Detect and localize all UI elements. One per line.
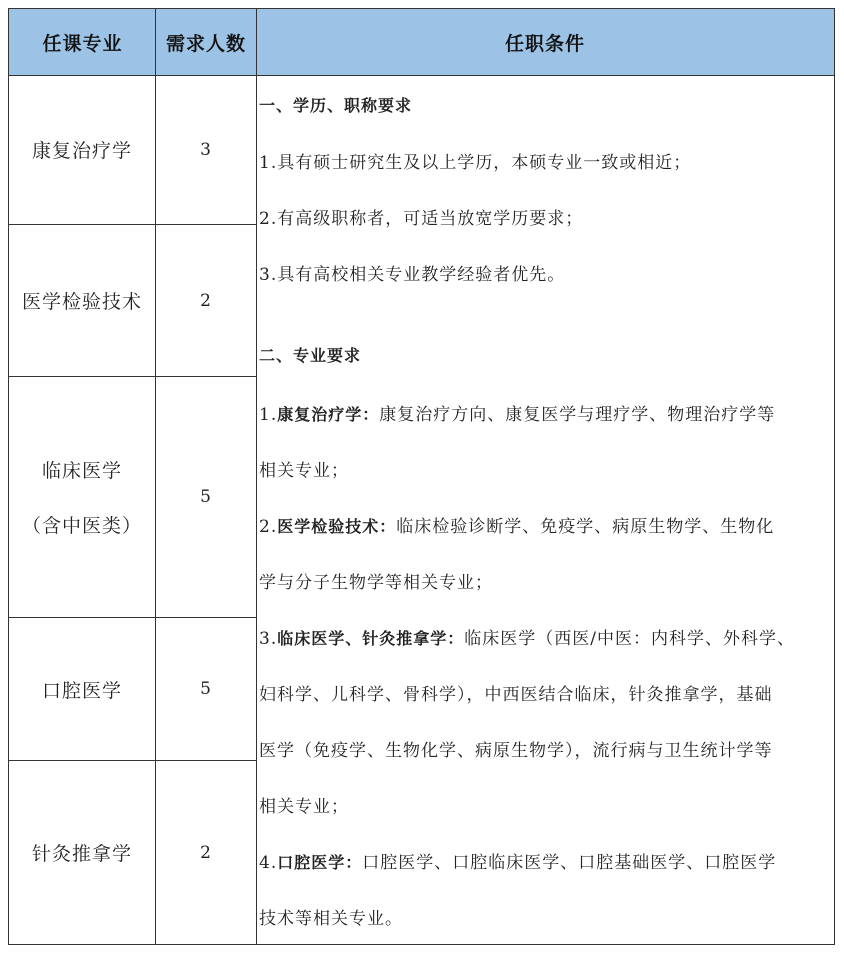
requirement-line	[259, 400, 775, 425]
count-cell	[156, 225, 256, 376]
item-label: 口腔医学	[277, 853, 346, 872]
requirement-line: 技术等相关专业。	[259, 909, 403, 929]
item-number: 2.	[259, 517, 278, 537]
section-title-education: 一、学历、职称要求	[259, 96, 413, 115]
item-text: 临床医学（西医/中医：内科学、外科学、	[464, 629, 795, 649]
header-conditions: 任职条件	[504, 32, 585, 55]
count-cell	[156, 377, 256, 617]
requirement-line	[259, 512, 774, 537]
table-row	[9, 618, 155, 760]
major-cell: 医学检验技术	[21, 291, 142, 313]
header-major: 任课专业	[42, 32, 123, 55]
count-value: 5	[200, 679, 212, 699]
count-value: 5	[200, 487, 212, 507]
item-colon: ：	[345, 853, 363, 872]
requirement-line: 相关专业；	[259, 797, 349, 817]
count-value: 3	[200, 139, 212, 160]
item-label: 康复治疗学	[277, 405, 363, 424]
major-cell: 针灸推拿学	[31, 843, 132, 865]
header-count: 需求人数	[165, 32, 246, 55]
requirement-line: 相关专业；	[259, 461, 349, 481]
requirement-line: 妇科学、儿科学、骨科学），中西医结合临床，针灸推拿学，基础	[259, 685, 773, 705]
count-cell	[156, 75, 256, 224]
item-number: 3.	[259, 629, 278, 649]
count-cell	[156, 761, 256, 944]
requirement-line: 2.有高级职称者，可适当放宽学历要求；	[259, 209, 584, 229]
requirement-line: 学与分子生物学等相关专业；	[259, 573, 493, 593]
major-cell: 口腔医学	[41, 679, 122, 702]
table-row	[9, 225, 155, 376]
table-row	[9, 377, 155, 617]
table-row	[9, 75, 155, 224]
item-label: 医学检验技术	[277, 517, 380, 536]
major-cell: 康复治疗学	[31, 140, 132, 162]
item-text: 口腔医学、口腔临床医学、口腔基础医学、口腔医学	[362, 853, 777, 873]
requirement-line: 3.具有高校相关专业教学经验者优先。	[259, 265, 566, 285]
requirement-line	[259, 848, 776, 873]
item-label: 临床医学、针灸推拿学	[277, 629, 448, 648]
item-number: 1.	[259, 405, 278, 425]
item-text: 临床检验诊断学、免疫学、病原生物学、生物化	[396, 517, 775, 537]
requirement-line: 1.具有硕士研究生及以上学历，本硕专业一致或相近；	[259, 153, 692, 173]
count-value: 2	[200, 842, 212, 863]
item-text: 康复治疗方向、康复医学与理疗学、物理治疗学等	[379, 405, 776, 425]
requirement-line	[259, 624, 795, 649]
section-title-major: 二、专业要求	[259, 346, 362, 365]
major-cell-line1: 临床医学	[41, 460, 122, 482]
item-number: 4.	[259, 853, 278, 873]
recruitment-table	[8, 8, 835, 945]
item-colon: ：	[362, 405, 380, 424]
requirement-line: 医学（免疫学、生物化学、病原生物学），流行病与卫生统计学等	[259, 741, 773, 761]
count-cell	[156, 618, 256, 760]
column-divider	[256, 9, 257, 944]
item-colon: ：	[379, 517, 397, 536]
count-value: 2	[200, 290, 212, 311]
item-colon: ：	[447, 629, 465, 648]
table-row	[9, 761, 155, 944]
major-cell-line2: （含中医类）	[21, 515, 142, 537]
